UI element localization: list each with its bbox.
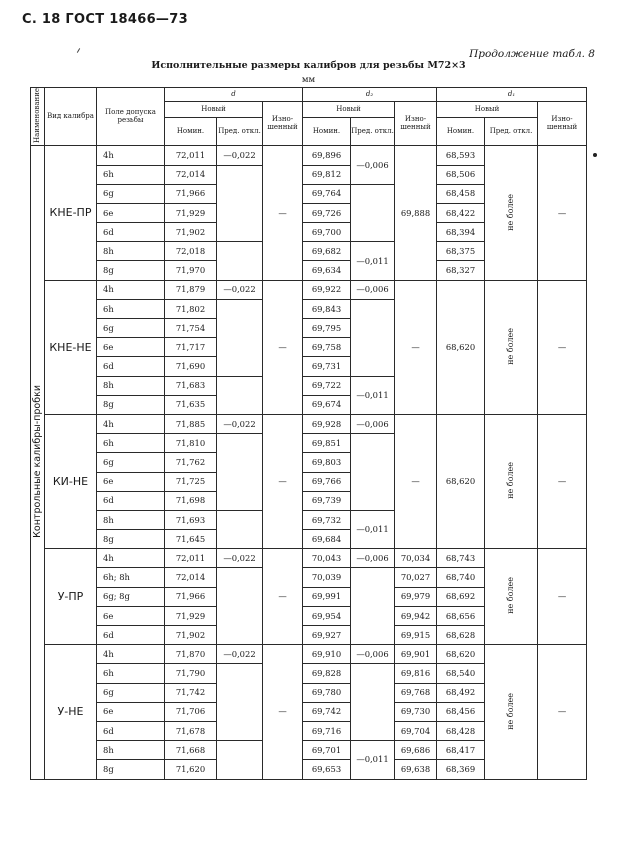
value-cell: 69,843 <box>303 299 351 318</box>
value-cell: 68,692 <box>437 587 485 606</box>
value-cell: 69,686 <box>395 741 437 760</box>
tolerance-cell: 8h <box>97 242 165 261</box>
tolerance-cell: 6d <box>97 721 165 740</box>
table-row <box>31 414 587 433</box>
value-cell: 69,942 <box>395 606 437 625</box>
tolerance-cell: 4h <box>97 280 165 299</box>
value-cell: 68,620 <box>437 280 485 414</box>
header-d-nomin: Номин. <box>165 118 217 146</box>
value-cell: 71,754 <box>165 319 217 338</box>
value-cell: 71,620 <box>165 760 217 779</box>
value-cell: — <box>538 280 587 414</box>
value-cell <box>217 568 263 645</box>
value-cell: 71,742 <box>165 683 217 702</box>
gauge-type-cell: У-ПР <box>45 549 97 645</box>
value-cell: 69,731 <box>303 357 351 376</box>
value-cell: —0,022 <box>217 645 263 664</box>
value-cell <box>217 299 263 376</box>
header-d1-worn: Изно-шенный <box>538 102 587 146</box>
value-cell: —0,006 <box>351 549 395 568</box>
value-cell: —0,006 <box>351 645 395 664</box>
value-cell: 69,704 <box>395 721 437 740</box>
scan-mark <box>77 48 80 53</box>
value-cell: 71,698 <box>165 491 217 510</box>
tolerance-cell: 6h <box>97 664 165 683</box>
value-cell: 69,780 <box>303 683 351 702</box>
value-cell: 71,790 <box>165 664 217 683</box>
tolerance-cell: 6g <box>97 184 165 203</box>
value-cell: — <box>395 280 437 414</box>
value-cell: —0,006 <box>351 414 395 433</box>
value-cell: 68,327 <box>437 261 485 280</box>
value-cell <box>351 299 395 376</box>
tolerance-cell: 6d <box>97 223 165 242</box>
header-d2: d₂ <box>303 88 437 102</box>
value-cell: — <box>538 549 587 645</box>
tolerance-cell: 6d <box>97 626 165 645</box>
gauge-type-cell: КНЕ-НЕ <box>45 280 97 414</box>
tolerance-cell: 6g <box>97 453 165 472</box>
value-cell: 68,456 <box>437 702 485 721</box>
header-d2-new: Новый <box>303 102 395 118</box>
value-cell: 69,915 <box>395 626 437 645</box>
value-cell: 68,369 <box>437 760 485 779</box>
value-cell: 69,812 <box>303 165 351 184</box>
value-cell <box>351 664 395 741</box>
value-cell: 69,674 <box>303 395 351 414</box>
value-cell: 71,929 <box>165 606 217 625</box>
value-cell: 68,743 <box>437 549 485 568</box>
value-cell: 72,014 <box>165 165 217 184</box>
value-cell: 71,902 <box>165 223 217 242</box>
tolerance-cell: 8g <box>97 760 165 779</box>
value-cell: 69,758 <box>303 338 351 357</box>
header-d2-nomin: Номин. <box>303 118 351 146</box>
tolerance-cell: 6d <box>97 357 165 376</box>
value-cell: 72,014 <box>165 568 217 587</box>
page-header: С. 18 ГОСТ 18466—73 <box>22 12 188 27</box>
value-cell: —0,022 <box>217 280 263 299</box>
value-cell: 69,768 <box>395 683 437 702</box>
value-cell: 69,803 <box>303 453 351 472</box>
value-cell: 71,966 <box>165 587 217 606</box>
value-cell: — <box>263 280 303 414</box>
value-cell: 68,620 <box>437 645 485 664</box>
value-cell: — <box>263 414 303 548</box>
value-cell <box>217 664 263 741</box>
tolerance-cell: 8h <box>97 376 165 395</box>
value-cell: 71,690 <box>165 357 217 376</box>
value-cell: 68,593 <box>437 146 485 165</box>
value-cell: 68,394 <box>437 223 485 242</box>
value-cell: 72,011 <box>165 549 217 568</box>
value-cell: 71,929 <box>165 203 217 222</box>
value-cell: 69,716 <box>303 721 351 740</box>
value-cell: — <box>263 645 303 779</box>
value-cell: —0,022 <box>217 549 263 568</box>
value-cell: 71,678 <box>165 721 217 740</box>
value-cell: 70,043 <box>303 549 351 568</box>
tolerance-cell: 6e <box>97 472 165 491</box>
tolerance-cell: 4h <box>97 645 165 664</box>
value-cell: 72,018 <box>165 242 217 261</box>
header-d2-pred: Пред. откл. <box>351 118 395 146</box>
tolerance-cell: 6e <box>97 203 165 222</box>
tolerance-cell: 6g; 8g <box>97 587 165 606</box>
value-cell: 69,922 <box>303 280 351 299</box>
value-cell: 69,739 <box>303 491 351 510</box>
value-cell: 71,693 <box>165 510 217 529</box>
tolerance-cell: 6g <box>97 683 165 702</box>
ne-bolee-cell: не более <box>485 549 538 645</box>
value-cell: 68,428 <box>437 721 485 740</box>
tolerance-cell: 6g <box>97 319 165 338</box>
value-cell: 69,816 <box>395 664 437 683</box>
value-cell: 71,762 <box>165 453 217 472</box>
value-cell: —0,011 <box>351 242 395 280</box>
value-cell: 69,682 <box>303 242 351 261</box>
gauge-type-cell: КИ-НЕ <box>45 414 97 548</box>
value-cell: —0,011 <box>351 741 395 779</box>
value-cell: 69,722 <box>303 376 351 395</box>
value-cell <box>351 184 395 242</box>
value-cell <box>217 510 263 548</box>
tolerance-cell: 6h; 8h <box>97 568 165 587</box>
value-cell: 71,802 <box>165 299 217 318</box>
value-cell: 68,375 <box>437 242 485 261</box>
value-cell: 71,810 <box>165 434 217 453</box>
header-d1: d₁ <box>437 88 587 102</box>
continuation-label: Продолжение табл. 8 <box>469 48 595 60</box>
header-d1-nomin: Номин. <box>437 118 485 146</box>
tolerance-cell: 6h <box>97 434 165 453</box>
tolerance-cell: 8g <box>97 395 165 414</box>
value-cell: — <box>538 645 587 779</box>
value-cell: 71,970 <box>165 261 217 280</box>
header-pole: Поле допуска резьбы <box>97 88 165 146</box>
value-cell: 68,422 <box>437 203 485 222</box>
value-cell: 69,653 <box>303 760 351 779</box>
value-cell: 69,684 <box>303 530 351 549</box>
value-cell: 70,034 <box>395 549 437 568</box>
value-cell: 68,628 <box>437 626 485 645</box>
value-cell <box>217 434 263 511</box>
tolerance-cell: 8g <box>97 530 165 549</box>
ne-bolee-cell: не более <box>485 146 538 280</box>
value-cell: 71,706 <box>165 702 217 721</box>
tolerance-cell: 4h <box>97 146 165 165</box>
value-cell: 69,928 <box>303 414 351 433</box>
header-d: d <box>165 88 303 102</box>
table-title: Исполнительные размеры калибров для резьбы М72×3 <box>151 60 466 71</box>
value-cell: 69,726 <box>303 203 351 222</box>
value-cell: 68,540 <box>437 664 485 683</box>
value-cell: 71,902 <box>165 626 217 645</box>
value-cell: 68,620 <box>437 414 485 548</box>
value-cell: —0,022 <box>217 146 263 165</box>
header-d2-worn: Изно-шенный <box>395 102 437 146</box>
table-row <box>31 549 587 568</box>
tolerance-cell: 8h <box>97 510 165 529</box>
value-cell: 69,888 <box>395 146 437 280</box>
value-cell: 69,954 <box>303 606 351 625</box>
gauge-class-cell: Контрольные калибры-пробки <box>31 146 45 779</box>
value-cell: 69,927 <box>303 626 351 645</box>
value-cell: —0,006 <box>351 146 395 184</box>
header-d1-pred: Пред. откл. <box>485 118 538 146</box>
header-d-pred: Пред. откл. <box>217 118 263 146</box>
value-cell <box>351 568 395 645</box>
header-d1-new: Новый <box>437 102 538 118</box>
units-label: мм <box>301 75 316 85</box>
value-cell: 69,991 <box>303 587 351 606</box>
value-cell: 68,492 <box>437 683 485 702</box>
value-cell <box>217 165 263 242</box>
value-cell: 69,766 <box>303 472 351 491</box>
value-cell <box>351 434 395 511</box>
value-cell: 69,701 <box>303 741 351 760</box>
table-row <box>31 645 587 664</box>
table-row <box>31 146 587 165</box>
value-cell: 69,742 <box>303 702 351 721</box>
value-cell: 71,717 <box>165 338 217 357</box>
ne-bolee-cell: не более <box>485 280 538 414</box>
tolerance-cell: 6h <box>97 299 165 318</box>
value-cell: 68,656 <box>437 606 485 625</box>
value-cell: 71,966 <box>165 184 217 203</box>
value-cell: 69,634 <box>303 261 351 280</box>
value-cell: 69,638 <box>395 760 437 779</box>
value-cell: 69,700 <box>303 223 351 242</box>
value-cell: 68,740 <box>437 568 485 587</box>
value-cell: 71,870 <box>165 645 217 664</box>
value-cell <box>217 242 263 280</box>
value-cell: 71,725 <box>165 472 217 491</box>
value-cell: 71,885 <box>165 414 217 433</box>
value-cell: 69,828 <box>303 664 351 683</box>
value-cell: 68,417 <box>437 741 485 760</box>
value-cell: — <box>395 414 437 548</box>
tolerance-cell: 4h <box>97 414 165 433</box>
value-cell: —0,011 <box>351 376 395 414</box>
gauge-type-cell: У-НЕ <box>45 645 97 779</box>
ne-bolee-cell: не более <box>485 414 538 548</box>
value-cell: —0,006 <box>351 280 395 299</box>
table-row <box>31 280 587 299</box>
tolerance-cell: 4h <box>97 549 165 568</box>
header-naim: Наименование <box>31 88 45 146</box>
value-cell <box>217 741 263 779</box>
value-cell: 71,635 <box>165 395 217 414</box>
value-cell: 69,795 <box>303 319 351 338</box>
value-cell: 69,896 <box>303 146 351 165</box>
value-cell: — <box>263 549 303 645</box>
value-cell: 69,730 <box>395 702 437 721</box>
calibre-table <box>30 87 587 780</box>
value-cell: — <box>538 146 587 280</box>
value-cell: — <box>263 146 303 280</box>
value-cell: 71,645 <box>165 530 217 549</box>
value-cell: 71,668 <box>165 741 217 760</box>
value-cell: —0,011 <box>351 510 395 548</box>
header-d-new: Новый <box>165 102 263 118</box>
value-cell: 69,910 <box>303 645 351 664</box>
value-cell: 70,039 <box>303 568 351 587</box>
tolerance-cell: 6e <box>97 606 165 625</box>
tolerance-cell: 8h <box>97 741 165 760</box>
value-cell: 68,458 <box>437 184 485 203</box>
tolerance-cell: 8g <box>97 261 165 280</box>
value-cell: 69,979 <box>395 587 437 606</box>
ne-bolee-cell: не более <box>485 645 538 779</box>
value-cell: 70,027 <box>395 568 437 587</box>
value-cell: —0,022 <box>217 414 263 433</box>
tolerance-cell: 6d <box>97 491 165 510</box>
value-cell: — <box>538 414 587 548</box>
header-vid: Вид калибра <box>45 88 97 146</box>
value-cell: 72,011 <box>165 146 217 165</box>
value-cell: 71,879 <box>165 280 217 299</box>
value-cell <box>217 376 263 414</box>
tolerance-cell: 6e <box>97 338 165 357</box>
value-cell: 69,764 <box>303 184 351 203</box>
header-d-worn: Изно-шенный <box>263 102 303 146</box>
value-cell: 69,851 <box>303 434 351 453</box>
scan-dot <box>593 153 597 157</box>
gauge-type-cell: КНЕ-ПР <box>45 146 97 280</box>
value-cell: 71,683 <box>165 376 217 395</box>
tolerance-cell: 6e <box>97 702 165 721</box>
tolerance-cell: 6h <box>97 165 165 184</box>
value-cell: 68,506 <box>437 165 485 184</box>
value-cell: 69,901 <box>395 645 437 664</box>
value-cell: 69,732 <box>303 510 351 529</box>
